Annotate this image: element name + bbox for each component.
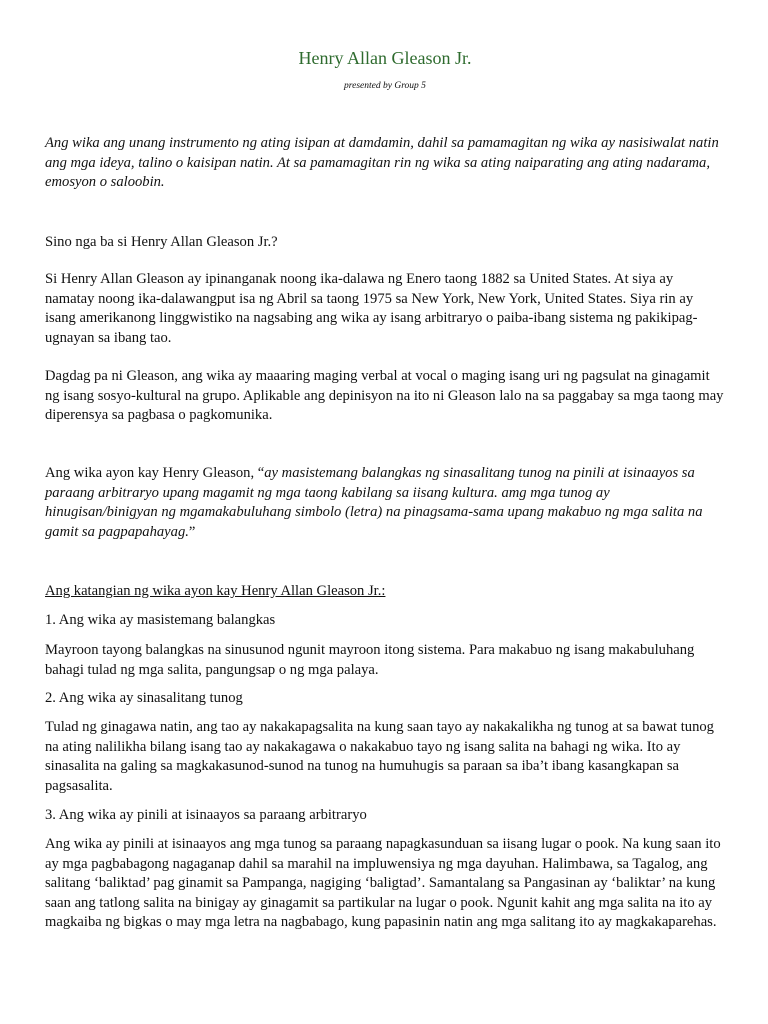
- item-2-heading: 2. Ang wika ay sinasalitang tunog: [45, 690, 243, 706]
- item-3-body: Ang wika ay pinili at isinaayos ang mga tunog sa paraang napagkasunduan sa iisang lugar o pook. Na kung saan ito ay mga pagbabagong nagaganap dahil sa marahil na impluwensiya ng mga dayuhan. Halimbawa, sa Tagalog, ang salitang ‘baliktad’ pag ginamit sa Pampanga, nagiging ‘baligtad’. Samantalang sa Pangasinan ay ‘baliktar’ na kung saan ang tatlong salita na binigay ay ginagamit sa partikular na lugar o pook. Ngunit kahit ang mga salita na ito ay magkaiba ng bigkas o may mga letra na nagbabago, kung papasinin natin ang mga salitang ito ay magkakaparehas.: [45, 836, 721, 931]
- question-heading: Sino nga ba si Henry Allan Gleason Jr.?: [45, 234, 278, 250]
- item-1-heading: 1. Ang wika ay masistemang balangkas: [45, 612, 276, 628]
- bio-paragraph: Si Henry Allan Gleason ay ipinanganak noong ika-dalawa ng Enero taong 1882 sa United States. At siya ay namatay noong ika-dalawangput isa ng Abril sa taong 1975 sa New York, New York, United States. Siya rin ay isang amerikanong linggwistiko na nagsabing ang wika ay isang arbitraryo o paiba-ibang sistema ng pakikipag-ugnayan sa ibang tao.: [45, 271, 698, 346]
- item-1-body: Mayroon tayong balangkas na sinusunod ngunit mayroon itong sistema. Para makabuo ng isang makabuluhang bahagi tulad ng mga salita, pangungsap o ng mga palaya.: [45, 642, 695, 678]
- definition-paragraph: [45, 464, 725, 542]
- document-title: Henry Allan Gleason Jr.: [298, 48, 472, 68]
- item-2-body: Tulad ng ginagawa natin, ang tao ay nakakapagsalita na kung saan tayo ay nakakalikha ng tunog at sa bawat tunog na ating nalilikha bilang isang tao ay nakakagawa o nakakabuo tayo ng isang salita na bahagi ng wika. Ito ay sinasalita na galing sa magkakasunod-sunod na tunog na humuhugis sa paraan sa iba’t ibang kasangkapan sa pagsasalita.: [45, 719, 714, 794]
- document-subtitle: presented by Group 5: [344, 81, 426, 91]
- intro-paragraph: Ang wika ang unang instrumento ng ating isipan at damdamin, dahil sa pamamagitan ng wika ay nasisiwalat natin ang mga ideya, talino o kaisipan natin. At sa pamamagitan rin ng wika sa ating naiparating ang ating nadarama, emosyon o saloobin.: [45, 135, 719, 191]
- addition-paragraph: Dagdag pa ni Gleason, ang wika ay maaaring maging verbal at vocal o maging isang uri ng pagsulat na ginagamit ng isang sosyo-kultural na grupo. Aplikable ang depinisyon na ito ni Gleason lalo na sa paggabay sa mga taong may diperensya sa pagbasa o pagkomunika.: [45, 368, 724, 424]
- definition-lead: Ang wika ayon kay Henry Gleason, “: [45, 465, 265, 481]
- definition-close: ”: [188, 523, 196, 540]
- definition-quote: ay masistemang balangkas ng sinasalitang tunog na pinili at isinaayos sa paraang arbitraryo upang magamit ng mga taong kabilang sa iisang kultura. amg mga tunog ay hinugisan/binigyan ng mgamakabuluhang simbolo (letra) na pinagsama-sama upang makabuo ng mga salita na gamit sa pagpapahayag.: [45, 465, 703, 540]
- characteristics-heading: Ang katangian ng wika ayon kay Henry Allan Gleason Jr.:: [45, 583, 386, 599]
- item-3-heading: 3. Ang wika ay pinili at isinaayos sa paraang arbitraryo: [45, 807, 367, 823]
